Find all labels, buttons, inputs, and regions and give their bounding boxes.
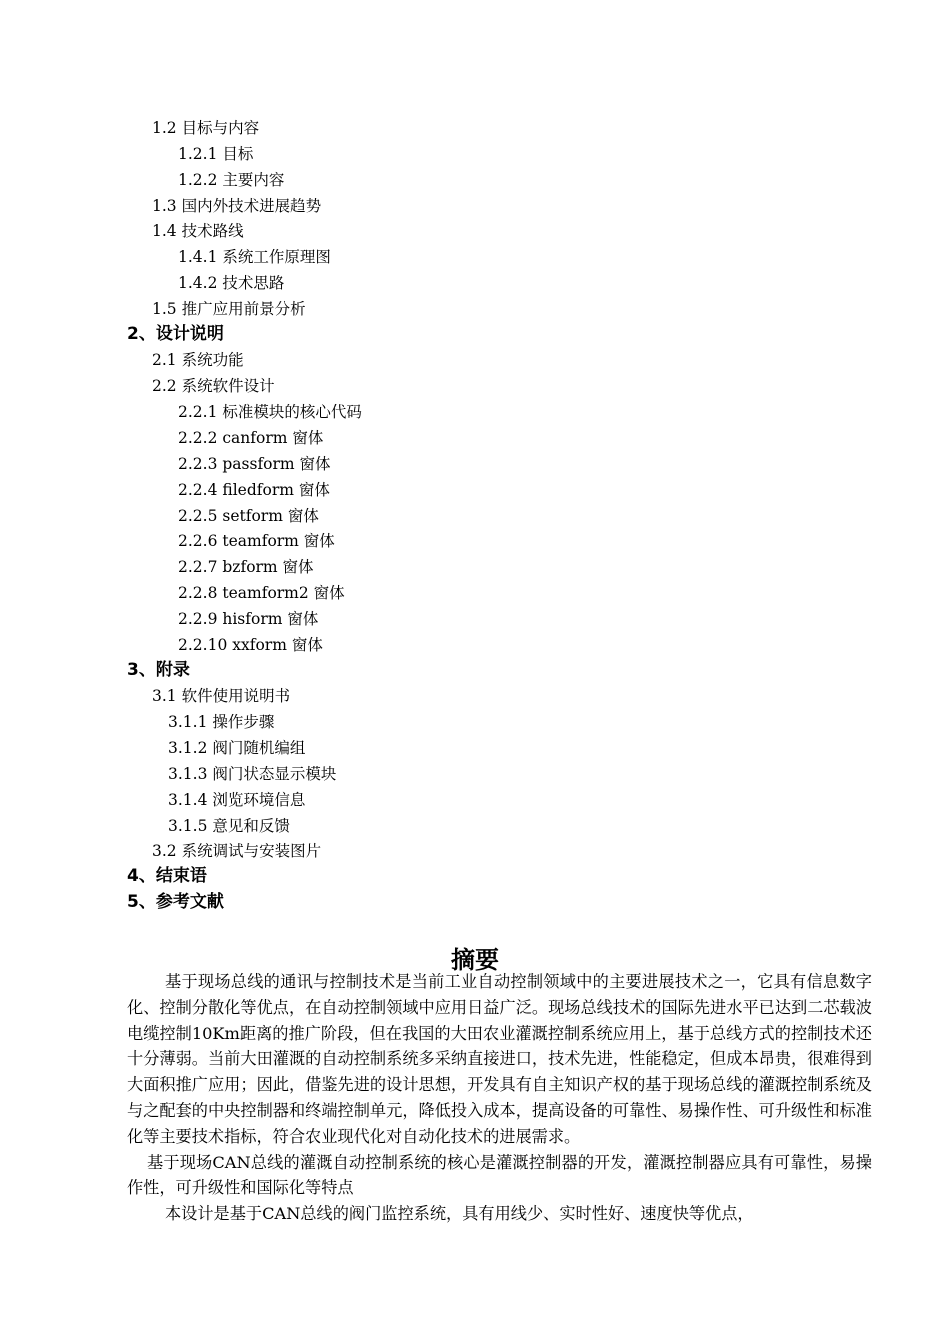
toc-chapter[interactable]: 4、结束语 <box>127 866 207 886</box>
toc-entry[interactable]: 3.1.5 意见和反馈 <box>168 817 290 835</box>
toc-entry[interactable]: 2.1 系统功能 <box>152 351 244 369</box>
toc-entry[interactable]: 1.4 技术路线 <box>152 222 244 240</box>
abstract-paragraph: 基于现场总线的通讯与控制技术是当前工业自动控制领域中的主要进展技术之一，它具有信息数字化、控制分散化等优点，在自动控制领域中应用日益广泛。现场总线技术的国际先进水平已达到二芯载波电缆控制10Km距离的推广阶段，但在我国的大田农业灌溉控制系统应用上，基于总线方式的控制技术还十分薄弱。当前大田灌溉的自动控制系统多采纳直接进口，技术先进，性能稳定，但成本昂贵，很难得到大面积推广应用；因此，借鉴先进的设计思想，开发具有自主知识产权的基于现场总线的灌溉控制系统及与之配套的中央控制器和终端控制单元，降低投入成本，提高设备的可靠性、易操作性、可升级性和标准化等主要技术指标，符合农业现代化对自动化技术的进展需求。 <box>127 972 872 1146</box>
toc-entry[interactable]: 3.2 系统调试与安装图片 <box>152 842 322 860</box>
toc-entry[interactable]: 2.2.3 passform 窗体 <box>178 455 331 473</box>
toc-chapter[interactable]: 3、附录 <box>127 660 190 680</box>
toc-entry[interactable]: 2.2.5 setform 窗体 <box>178 507 319 525</box>
abstract-paragraph: 本设计是基于CAN总线的阀门监控系统，具有用线少、实时性好、速度快等优点， <box>165 1204 754 1224</box>
abstract-title: 摘要 <box>451 945 499 974</box>
toc-entry[interactable]: 2.2.4 filedform 窗体 <box>178 481 330 499</box>
toc-entry[interactable]: 2.2 系统软件设计 <box>152 377 275 395</box>
abstract-body <box>127 969 872 1227</box>
toc-entry[interactable]: 3.1.1 操作步骤 <box>168 713 275 731</box>
toc-entry[interactable]: 2.2.6 teamform 窗体 <box>178 532 335 550</box>
toc-entry[interactable]: 2.2.8 teamform2 窗体 <box>178 584 345 602</box>
toc-entry[interactable]: 1.2.1 目标 <box>178 145 254 163</box>
abstract-paragraph: 基于现场CAN总线的灌溉自动控制系统的核心是灌溉控制器的开发，灌溉控制器应具有可靠性，易操作性，可升级性和国际化等特点 <box>127 1152 872 1198</box>
toc-entry[interactable]: 3.1.4 浏览环境信息 <box>168 791 306 809</box>
toc-entry[interactable]: 1.5 推广应用前景分析 <box>152 300 306 318</box>
toc-entry[interactable]: 2.2.1 标准模块的核心代码 <box>178 403 362 421</box>
toc-entry[interactable]: 1.2 目标与内容 <box>152 119 260 137</box>
toc-entry[interactable]: 3.1.2 阀门随机编组 <box>168 739 306 757</box>
toc-entry[interactable]: 1.2.2 主要内容 <box>178 171 285 189</box>
toc-entry[interactable]: 3.1.3 阀门状态显示模块 <box>168 765 337 783</box>
toc-entry[interactable]: 2.2.10 xxform 窗体 <box>178 636 323 654</box>
toc-chapter[interactable]: 5、参考文献 <box>127 892 224 912</box>
toc-chapter[interactable]: 2、设计说明 <box>127 324 224 344</box>
toc-entry[interactable]: 1.4.2 技术思路 <box>178 274 285 292</box>
toc-entry[interactable]: 1.3 国内外技术进展趋势 <box>152 197 322 215</box>
toc-entry[interactable]: 1.4.1 系统工作原理图 <box>178 248 331 266</box>
toc-entry[interactable]: 2.2.2 canform 窗体 <box>178 429 324 447</box>
toc-entry[interactable]: 2.2.7 bzform 窗体 <box>178 558 314 576</box>
toc-entry[interactable]: 3.1 软件使用说明书 <box>152 687 291 705</box>
toc-entry[interactable]: 2.2.9 hisform 窗体 <box>178 610 319 628</box>
